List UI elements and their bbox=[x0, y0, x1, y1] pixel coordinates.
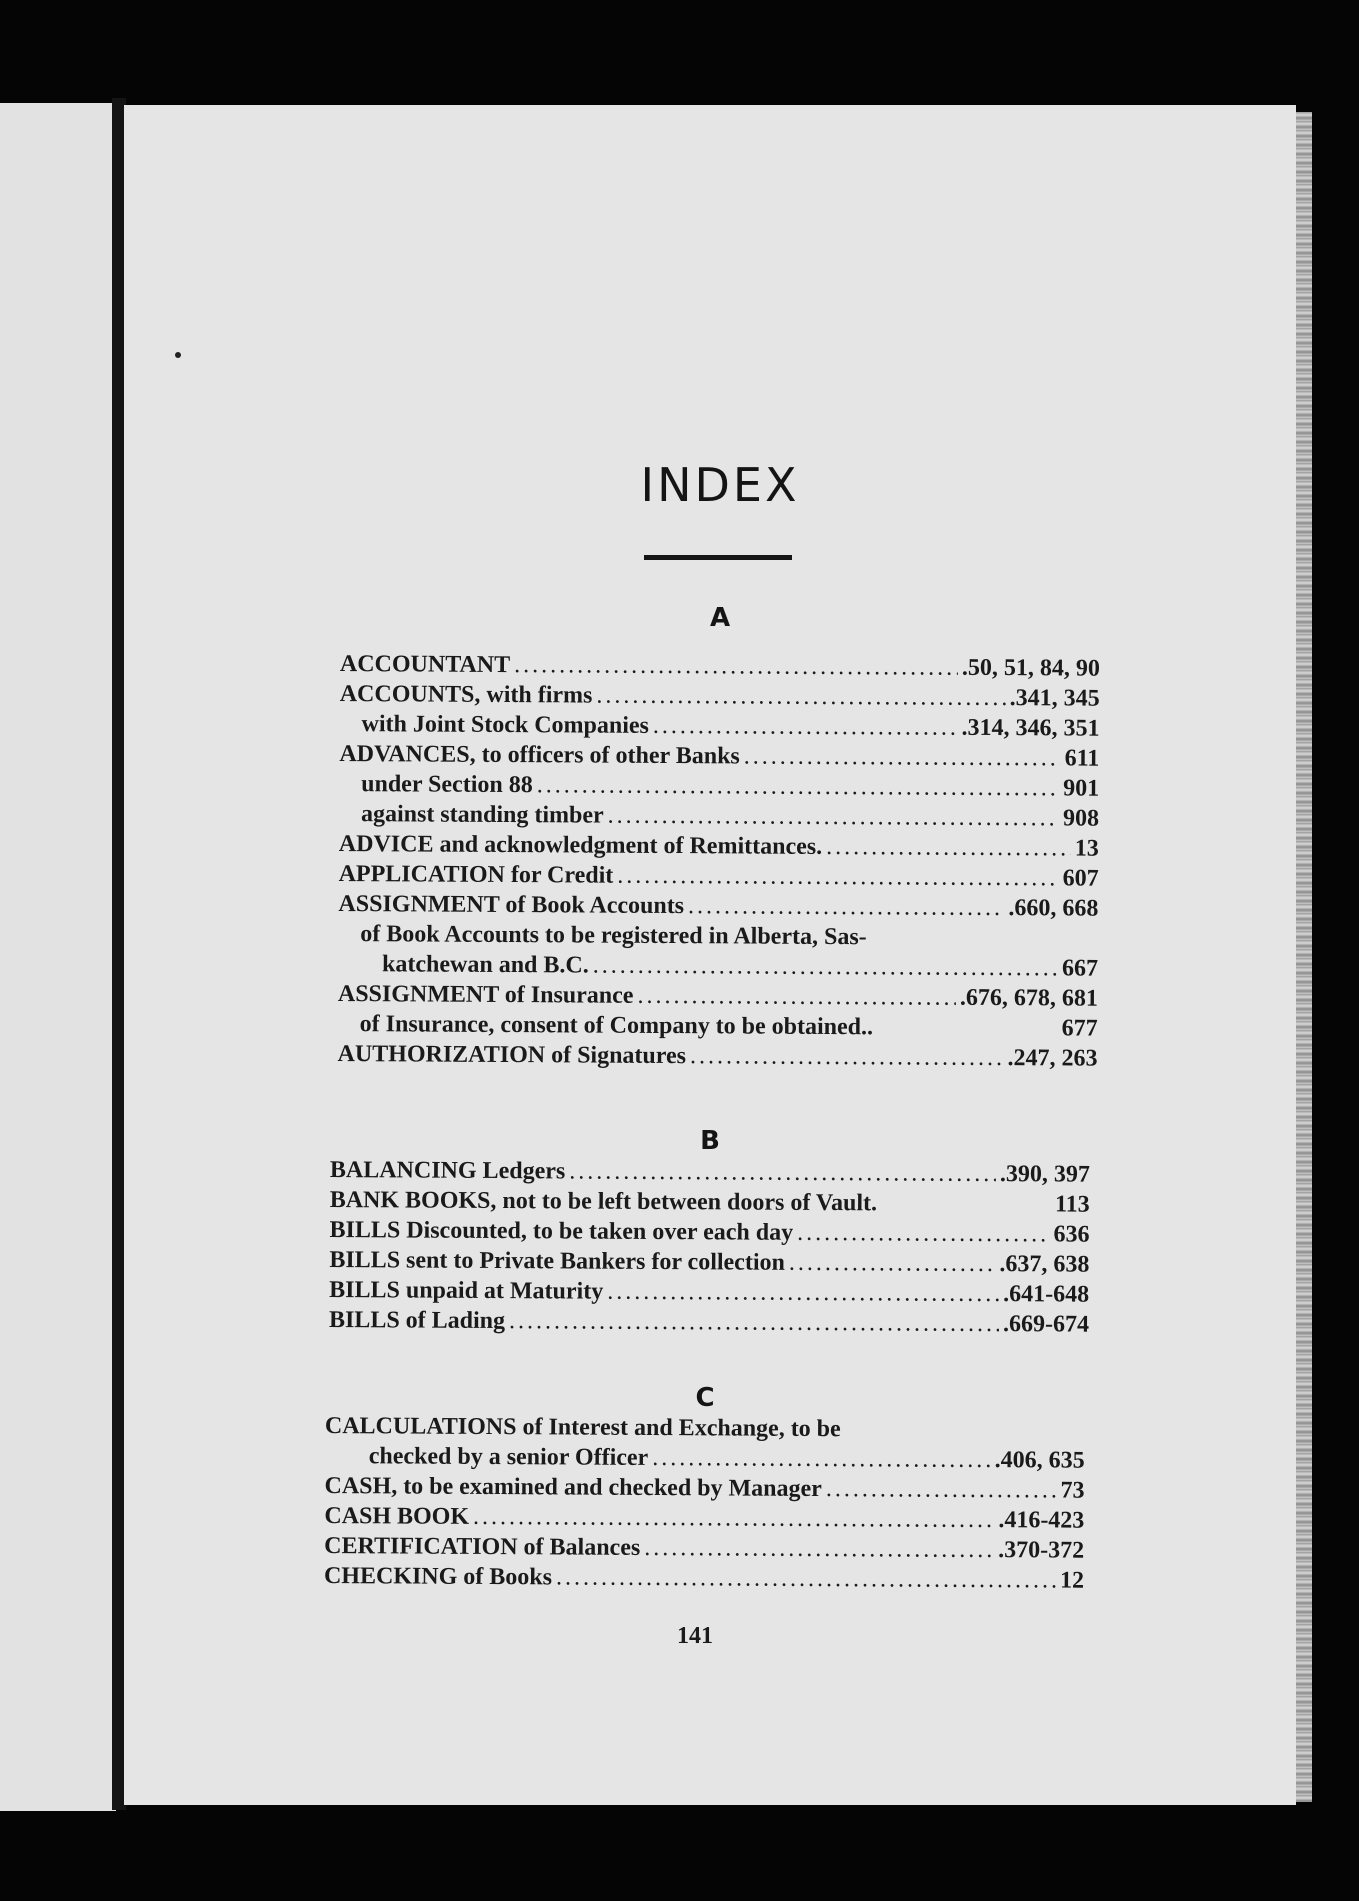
index-section-b bbox=[329, 1157, 1090, 1342]
index-entry bbox=[330, 1187, 1090, 1222]
index-entry bbox=[338, 921, 1098, 956]
index-entry-pages: .660, 668 bbox=[1008, 895, 1099, 922]
index-entry-pages: .390, 397 bbox=[999, 1161, 1090, 1188]
page-number: 141 bbox=[677, 1623, 713, 1649]
index-entry-pages: .406, 635 bbox=[994, 1447, 1085, 1474]
index-entry-pages: 677 bbox=[1061, 1015, 1098, 1042]
index-entry-pages: .370-372 bbox=[998, 1537, 1085, 1564]
index-entry bbox=[329, 1247, 1089, 1282]
dot-leader bbox=[826, 834, 1071, 862]
index-entry-text: CALCULATIONS of Interest and Exchange, to be bbox=[324, 1413, 841, 1443]
index-entry-text: APPLICATION for Credit bbox=[338, 860, 614, 889]
index-entry-text: ADVANCES, to officers of other Banks bbox=[339, 740, 740, 770]
dot-leader bbox=[744, 743, 1061, 772]
index-entry-pages: 73 bbox=[1060, 1477, 1085, 1504]
index-entry-pages: 636 bbox=[1053, 1221, 1090, 1248]
index-entry bbox=[339, 771, 1099, 806]
index-entry-pages: .314, 346, 351 bbox=[961, 714, 1100, 742]
dot-leader bbox=[826, 1476, 1057, 1504]
dot-leader bbox=[607, 1279, 999, 1308]
index-entry-pages: .341, 345 bbox=[1009, 685, 1100, 712]
index-entry bbox=[339, 711, 1099, 746]
ink-speck bbox=[175, 352, 181, 358]
index-entry-text: BILLS unpaid at Maturity bbox=[329, 1276, 604, 1305]
index-entry bbox=[340, 651, 1100, 686]
index-entry bbox=[329, 1217, 1089, 1252]
index-entry-text: BILLS sent to Private Bankers for collection bbox=[329, 1246, 785, 1276]
index-entry-text: of Book Accounts to be registered in Alberta, Sas- bbox=[360, 921, 867, 951]
dot-leader bbox=[537, 772, 1060, 802]
index-entry-text: against standing timber bbox=[360, 801, 604, 829]
dot-leader bbox=[593, 953, 1058, 983]
index-entry bbox=[339, 741, 1099, 776]
index-entry-text: BANK BOOKS, not to be left between doors of Vault. bbox=[329, 1186, 878, 1217]
dot-leader bbox=[509, 1308, 999, 1338]
index-entry-pages: .50, 51, 84, 90 bbox=[961, 654, 1100, 682]
index-entry bbox=[324, 1563, 1084, 1598]
dot-leader bbox=[653, 713, 958, 742]
index-entry-pages: .637, 638 bbox=[999, 1251, 1090, 1278]
index-entry-text: CASH BOOK bbox=[324, 1502, 470, 1530]
index-entry-pages: .676, 678, 681 bbox=[959, 984, 1098, 1012]
index-entry-text: with Joint Stock Companies bbox=[361, 711, 650, 739]
index-entry bbox=[324, 1533, 1084, 1568]
index-entry bbox=[329, 1277, 1089, 1312]
index-section-a bbox=[337, 651, 1100, 1076]
index-entry-text: ASSIGNMENT of Book Accounts bbox=[338, 890, 685, 920]
index-entry bbox=[325, 1443, 1085, 1478]
index-entry-text: ACCOUNTANT bbox=[339, 651, 511, 679]
dot-leader bbox=[608, 803, 1059, 833]
index-entry-pages: 611 bbox=[1064, 745, 1100, 772]
index-entry-text: ACCOUNTS, with firms bbox=[339, 680, 593, 709]
facing-page bbox=[0, 103, 116, 1811]
section-letter-a: A bbox=[709, 603, 731, 633]
title-rule bbox=[644, 555, 792, 560]
page-title: INDEX bbox=[640, 458, 800, 512]
index-entry-pages: 908 bbox=[1062, 805, 1100, 832]
dot-leader bbox=[644, 1535, 994, 1564]
section-letter-c: C bbox=[695, 1383, 715, 1413]
index-entry-text: of Insurance, consent of Company to be obtained.. bbox=[359, 1011, 874, 1041]
index-entry bbox=[330, 1157, 1090, 1192]
dot-leader bbox=[596, 683, 1005, 712]
index-entry-pages: .416-423 bbox=[998, 1507, 1085, 1534]
dot-leader bbox=[473, 1504, 994, 1534]
index-entry-pages: 13 bbox=[1074, 835, 1099, 862]
index-entry bbox=[338, 981, 1098, 1016]
dot-leader bbox=[514, 652, 958, 682]
index-entry bbox=[329, 1307, 1089, 1342]
index-entry bbox=[340, 681, 1100, 716]
dot-leader bbox=[569, 1158, 996, 1188]
index-entry bbox=[337, 1041, 1097, 1076]
index-entry-text: BILLS of Lading bbox=[328, 1306, 506, 1335]
page-edge bbox=[1296, 112, 1312, 1802]
index-section-c bbox=[324, 1413, 1085, 1598]
index-entry bbox=[338, 1011, 1098, 1046]
index-entry-text: ASSIGNMENT of Insurance bbox=[337, 980, 634, 1009]
index-entry-text: CHECKING of Books bbox=[323, 1562, 553, 1591]
dot-leader bbox=[797, 1220, 1050, 1249]
index-entry-pages: .641-648 bbox=[1003, 1281, 1090, 1308]
dot-leader bbox=[637, 983, 956, 1012]
index-entry bbox=[339, 831, 1099, 866]
dot-leader bbox=[652, 1445, 991, 1474]
dot-leader bbox=[556, 1564, 1056, 1594]
index-entry-text: ADVICE and acknowledgment of Remittances. bbox=[338, 830, 823, 860]
index-entry-pages: .247, 263 bbox=[1007, 1045, 1098, 1072]
index-entry bbox=[339, 861, 1099, 896]
index-entry-text: CASH, to be examined and checked by Manager bbox=[324, 1472, 822, 1503]
index-entry-pages: .669-674 bbox=[1002, 1311, 1090, 1338]
index-entry-pages: 901 bbox=[1063, 775, 1100, 802]
index-entry bbox=[338, 951, 1098, 986]
index-entry-pages: 12 bbox=[1059, 1567, 1085, 1594]
index-entry-pages: 113 bbox=[1054, 1191, 1090, 1218]
dot-leader bbox=[789, 1250, 996, 1278]
section-letter-b: B bbox=[700, 1126, 720, 1156]
index-entry-text: BILLS Discounted, to be taken over each day bbox=[329, 1216, 794, 1246]
index-entry-pages: 667 bbox=[1061, 955, 1099, 982]
index-entry bbox=[338, 891, 1098, 926]
index-entry-text: BALANCING Ledgers bbox=[329, 1157, 566, 1185]
index-entry-text: under Section 88 bbox=[361, 771, 533, 799]
index-entry bbox=[324, 1473, 1084, 1508]
index-entry bbox=[339, 801, 1099, 836]
index-entry bbox=[325, 1413, 1085, 1448]
index-entry-text: checked by a senior Officer bbox=[368, 1443, 649, 1471]
dot-leader bbox=[688, 893, 1005, 922]
index-entry-text: AUTHORIZATION of Signatures bbox=[337, 1040, 687, 1070]
index-entry-text: katchewan and B.C. bbox=[382, 951, 589, 979]
dot-leader bbox=[690, 1043, 1004, 1072]
index-entry-text: CERTIFICATION of Balances bbox=[324, 1532, 641, 1561]
dot-leader bbox=[617, 863, 1059, 893]
index-entry bbox=[324, 1503, 1084, 1538]
index-entry-pages: 607 bbox=[1062, 865, 1099, 892]
